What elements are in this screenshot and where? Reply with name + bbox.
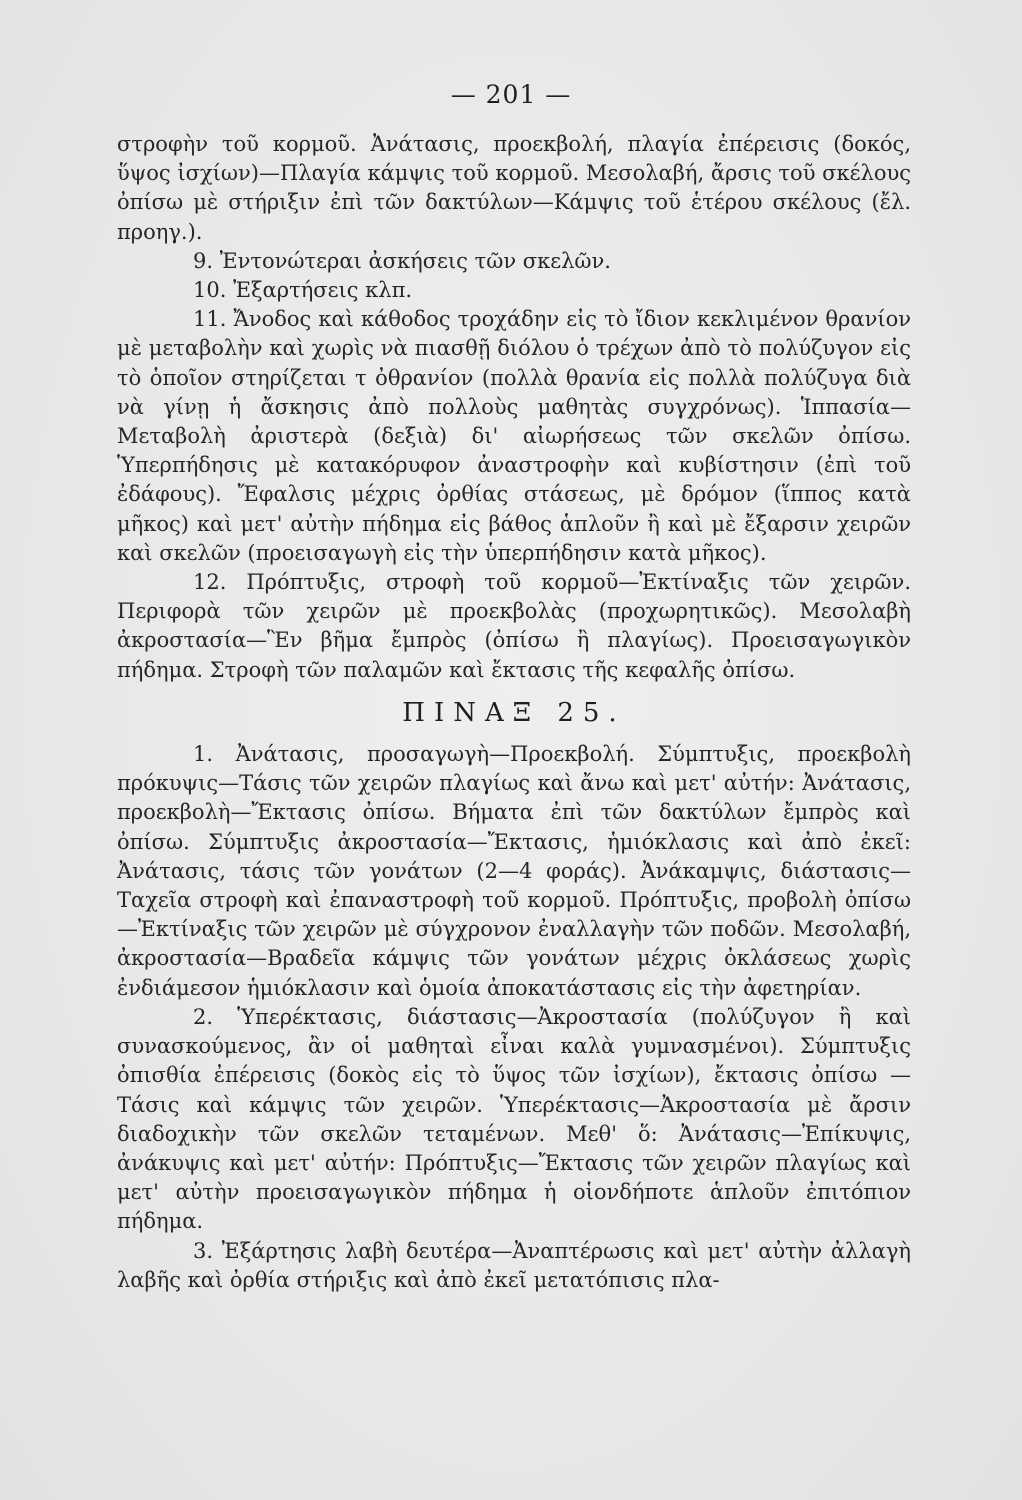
table-item-2: 2. Ὑπερέκτασις, διάστασις—Ἀκροστασία (πολύζυγον ἢ καὶ συνασκούμενος, ἂν οἱ μαθηταὶ εἶναι καλὰ γυμνασμένοι). Σύμπτυξις ὀπισθία ἐπέρεισις (δοκὸς εἰς τὸ ὕψος τῶν ἰσχίων), ἔκτασις ὀπίσω —Τάσις καὶ κάμψις τῶν χειρῶν. Ὑπερέκτασις—Ἀκροστασία μὲ ἄρσιν διαδοχικὴν τῶν σκελῶν τεταμένων. Μεθ' ὅ: Ἀνάτασις—Ἐπίκυψις, ἀνάκυψις καὶ μετ' αὐτήν: Πρόπτυξις—Ἔκτασις τῶν χειρῶν πλαγίως καὶ μετ' αὐτὴν προεισαγωγικὸν πήδημα ἡ οἱονδήποτε ἁπλοῦν ἐπιτόπιον πήδημα. xyxy=(117,1004,911,1234)
table-heading: ΠΙΝΑΞ 25. xyxy=(402,697,626,728)
body-text xyxy=(117,130,911,1295)
page-number: — 201 — xyxy=(450,80,572,109)
item-9: 9. Ἐντονώτεραι ἀσκήσεις τῶν σκελῶν. xyxy=(193,248,611,273)
item-11: 11. Ἄνοδος καὶ κάθοδος τροχάδην εἰς τὸ ἴδιον κεκλιμένον θρανίον μὲ μεταβολὴν καὶ χωρὶς νὰ πιασθῇ διόλου ὁ τρέχων ἀπὸ τὸ πολύζυγον εἰς τὸ ὁποῖον στηρίζεται τ ὀθρανίον (πολλὰ θρανία εἰς πολλὰ πολύζυγα διὰ νὰ γίνῃ ἡ ἄσκησις ἀπὸ πολλοὺς μαθητὰς συγχρόνως). Ἱππασία—Μεταβολὴ ἀριστερὰ (δεξιὰ) δι' αἰωρήσεως τῶν σκελῶν ὀπίσω. Ὑπερπήδησις μὲ κατακόρυφον ἀναστροφὴν καὶ κυβίστησιν (ἐπὶ τοῦ ἐδάφους). Ἔφαλσις μέχρις ὀρθίας στάσεως, μὲ δρόμον (ἵππος κατὰ μῆκος) καὶ μετ' αὐτὴν πήδημα εἰς βάθος ἁπλοῦν ἢ καὶ μὲ ἔξαρσιν χειρῶν καὶ σκελῶν (προεισαγωγὴ εἰς τὴν ὑπερπήδησιν κατὰ μῆκος). xyxy=(117,307,911,565)
item-12: 12. Πρόπτυξις, στροφὴ τοῦ κορμοῦ—Ἐκτίναξις τῶν χειρῶν. Περιφορὰ τῶν χειρῶν μὲ προεκβολὰς (προχωρητικῶς). Μεσολαβὴ ἀκροστασία—Ἓν βῆμα ἔμπρὸς (ὀπίσω ἢ πλαγίως). Προεισαγωγικὸν πήδημα. Στροφὴ τῶν παλαμῶν καὶ ἔκτασις τῆς κεφαλῆς ὀπίσω. xyxy=(117,570,911,682)
item-10: 10. Ἐξαρτήσεις κλπ. xyxy=(193,278,413,303)
intro-paragraph: στροφὴν τοῦ κορμοῦ. Ἀνάτασις, προεκβολή, πλαγία ἐπέρεισις (δοκός, ὕψος ἰσχίων)—Πλαγία κάμψις τοῦ κορμοῦ. Μεσολαβή, ἄρσις τοῦ σκέλους ὀπίσω μὲ στήριξιν ἐπὶ τῶν δακτύλων—Κάμψις τοῦ ἑτέρου σκέλους (ἔλ. προηγ.). xyxy=(117,132,911,244)
table-item-1: 1. Ἀνάτασις, προσαγωγὴ—Προεκβολή. Σύμπτυξις, προεκβολὴ πρόκυψις—Τάσις τῶν χειρῶν πλαγίως καὶ ἄνω καὶ μετ' αὐτήν: Ἀνάτασις, προεκβολὴ—Ἔκτασις ὀπίσω. Βήματα ἐπὶ τῶν δακτύλων ἔμπρὸς καὶ ὀπίσω. Σύμπτυξις ἀκροστασία—Ἔκτασις, ἡμιόκλασις καὶ ἀπὸ ἐκεῖ: Ἀνάτασις, τάσις τῶν γονάτων (2—4 φοράς). Ἀνάκαμψις, διάστασις—Ταχεῖα στροφὴ καὶ ἐπαναστροφὴ τοῦ κορμοῦ. Πρόπτυξις, προβολὴ ὀπίσω—Ἐκτίναξις τῶν χειρῶν μὲ σύγχρονον ἐναλλαγὴν τῶν ποδῶν. Μεσολαβή, ἀκροστασία—Βραδεῖα κάμψις τῶν γονάτων μέχρις ὀκλάσεως χωρὶς ἐνδιάμεσον ἡμιόκλασιν καὶ ὁμοία ἀποκατάστασις εἰς τὴν ἀφετηρίαν. xyxy=(117,742,911,1000)
table-item-3: 3. Ἐξάρτησις λαβὴ δευτέρα—Ἀναπτέρωσις καὶ μετ' αὐτὴν ἀλλαγὴ λαβῆς καὶ ὀρθία στήριξις καὶ ἀπὸ ἐκεῖ μετατόπισις πλα- xyxy=(117,1238,911,1292)
